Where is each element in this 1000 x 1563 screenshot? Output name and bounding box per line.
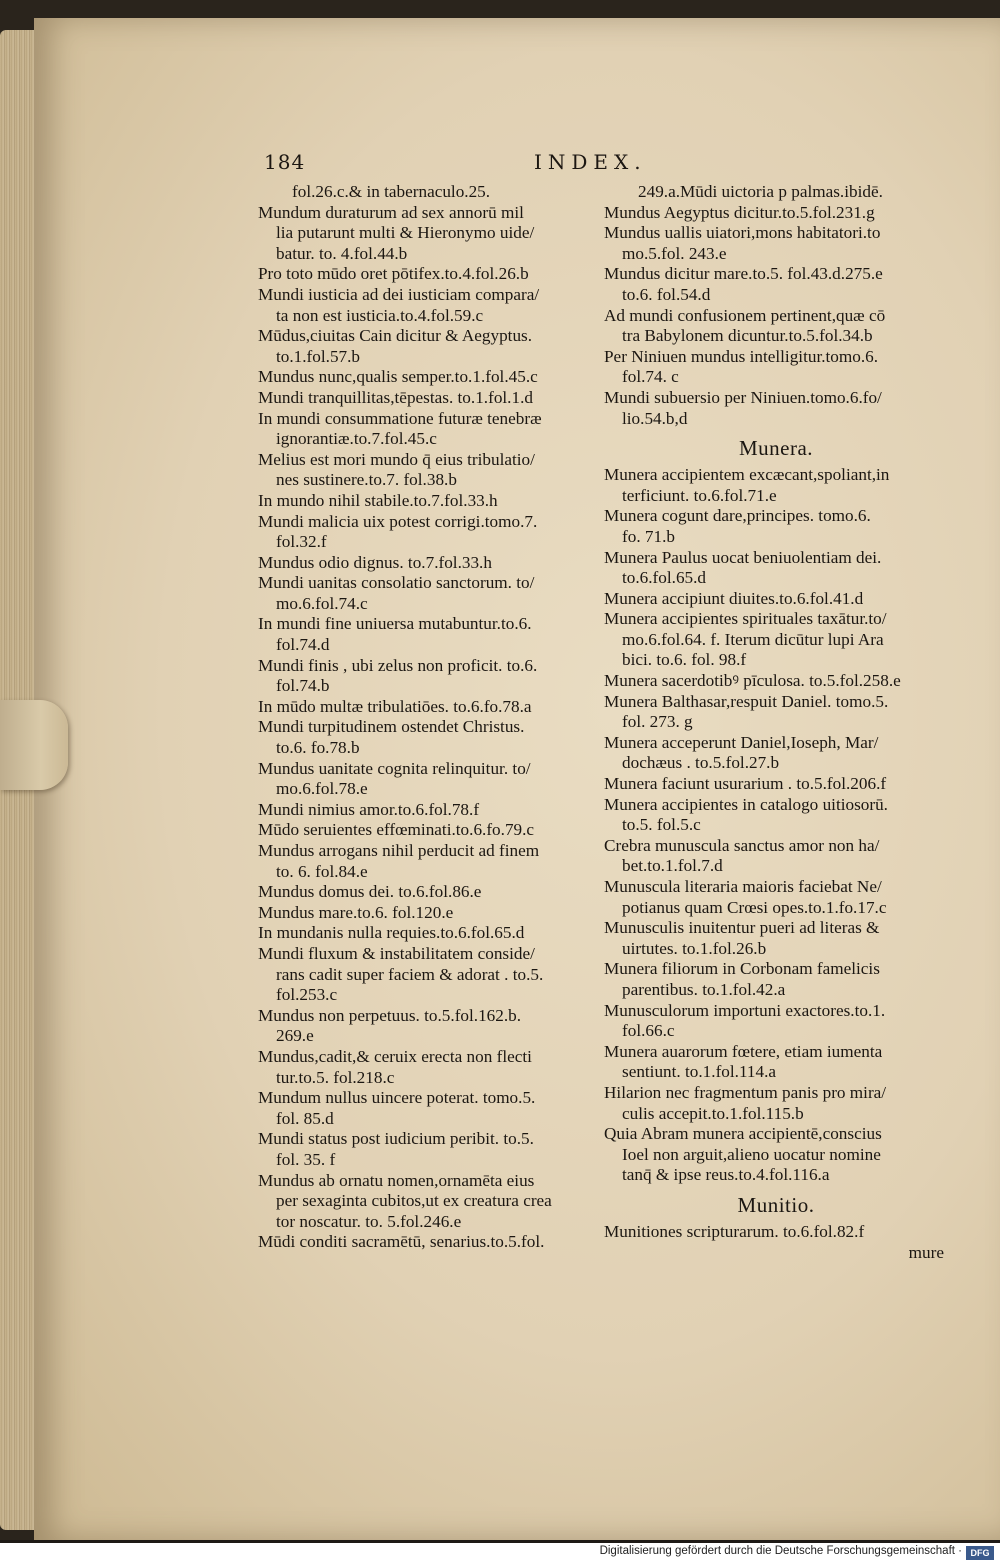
index-entry-continuation: 269.e xyxy=(276,1026,314,1046)
index-entry-line: Munera accipiunt diuites.to.6.fol.41.d xyxy=(604,588,864,608)
index-entry-line: Mūdo seruientes effœminati.to.6.fo.79.c xyxy=(258,820,535,840)
index-entry-line: Mundus nunc,qualis semper.to.1.fol.45.c xyxy=(258,367,538,387)
index-entry-continuation: dochæus . to.5.fol.27.b xyxy=(622,753,780,773)
index-entry-continuation: fol. 35. f xyxy=(276,1149,336,1169)
index-entry-line: Mundi finis , ubi zelus non proficit. to.6. xyxy=(258,655,538,675)
index-entry-line: Mundus domus dei. to.6.fol.86.e xyxy=(258,882,482,902)
index-entry-continuation: to. 6. fol.84.e xyxy=(276,861,368,881)
index-entry-line: Mundus,cadit,& ceruix erecta non flecti xyxy=(258,1046,532,1066)
index-entry-line: Munusculis inuitentur pueri ad literas & xyxy=(604,918,880,938)
index-entry-continuation: to.5. fol.5.c xyxy=(622,815,701,835)
index-entry-line: Mundus Aegyptus dicitur.to.5.fol.231.g xyxy=(604,202,875,222)
index-entry-line: Munusculorum importuni exactores.to.1. xyxy=(604,1000,886,1020)
index-entry-continuation: batur. to. 4.fol.44.b xyxy=(276,243,408,263)
funding-note: Digitalisierung gefördert durch die Deutsche Forschungsgemeinschaft · xyxy=(599,1545,962,1557)
index-entry-line: Mundum duraturum ad sex annorū mil xyxy=(258,202,524,222)
index-entry-line: Munera Balthasar,respuit Daniel. tomo.5. xyxy=(604,691,889,711)
index-entry-line: Quia Abram munera accipientē,conscius xyxy=(604,1124,882,1144)
index-entry-continuation: 249.a.Mūdi uictoria p palmas.ibidē. xyxy=(638,182,883,201)
index-entry-continuation: ignorantiæ.to.7.fol.45.c xyxy=(276,429,437,449)
index-entry-line: Mundi malicia uix potest corrigi.tomo.7. xyxy=(258,511,538,531)
index-entry-continuation: mo.6.fol.78.e xyxy=(276,779,368,799)
index-entry-continuation: tur.to.5. fol.218.c xyxy=(276,1067,395,1087)
index-entry-continuation: sentiunt. to.1.fol.114.a xyxy=(622,1062,777,1082)
index-entry-line: Munera Paulus uocat beniuolentiam dei. xyxy=(604,547,882,567)
index-entry-line: In mundi consummatione futuræ tenebræ xyxy=(258,408,542,428)
index-entry-line: Mundus non perpetuus. to.5.fol.162.b. xyxy=(258,1005,522,1025)
index-entry-continuation: fol.74.d xyxy=(276,635,330,655)
index-entry-line: Munitiones scripturarum. to.6.fol.82.f xyxy=(604,1221,865,1241)
index-entry-line: Mundi uanitas consolatio sanctorum. to/ xyxy=(258,573,535,593)
index-entry-continuation: ta non est iusticia.to.4.fol.59.c xyxy=(276,305,484,325)
index-entry-line: Mundus dicitur mare.to.5. fol.43.d.275.e xyxy=(604,264,883,284)
index-entry-line: Munera acceperunt Daniel,Ioseph, Mar/ xyxy=(604,732,879,752)
index-entry-line: Mūdus,ciuitas Cain dicitur & Aegyptus. xyxy=(258,326,533,346)
bookmark-tab xyxy=(0,700,68,790)
dfg-logo: DFG xyxy=(966,1546,994,1560)
index-entry-line: Pro toto mūdo oret pōtifex.to.4.fol.26.b xyxy=(258,264,529,284)
index-entry-continuation: fol.26.c.& in tabernaculo.25. xyxy=(292,182,491,201)
index-entry-continuation: to.6. fo.78.b xyxy=(276,738,360,758)
index-entry-continuation: lia putarunt multi & Hieronymo uide/ xyxy=(276,223,535,243)
index-entry-line: Hilarion nec fragmentum panis pro mira/ xyxy=(604,1082,887,1102)
index-entry-line: Melius est mori mundo q̄ eius tribulatio/ xyxy=(258,449,535,469)
index-entry-line: In mundo nihil stabile.to.7.fol.33.h xyxy=(258,490,498,510)
index-entry-line: Mundus odio dignus. to.7.fol.33.h xyxy=(258,552,492,572)
running-title: INDEX. xyxy=(534,150,647,174)
index-entry-continuation: uirtutes. to.1.fol.26.b xyxy=(622,938,767,958)
index-entry-continuation: culis accepit.to.1.fol.115.b xyxy=(622,1103,804,1123)
index-entry-line: Munera filiorum in Corbonam famelicis xyxy=(604,959,880,979)
index-entry-line: Mundi subuersio per Niniuen.tomo.6.fo/ xyxy=(604,387,882,407)
index-entry-continuation: terficiunt. to.6.fol.71.e xyxy=(622,485,777,505)
index-entry-continuation: fol. 85.d xyxy=(276,1108,334,1128)
index-entry-continuation: lio.54.b,d xyxy=(622,408,688,428)
index-entry-continuation: fol.32.f xyxy=(276,532,327,552)
index-entry-line: Mundi status post iudicium peribit. to.5. xyxy=(258,1129,534,1149)
index-entry-line: Mundus mare.to.6. fol.120.e xyxy=(258,902,454,922)
index-entry-line: Mundum nullus uincere poterat. tomo.5. xyxy=(258,1088,536,1108)
index-entry-line: Munera accipientes in catalogo uitiosorū. xyxy=(604,794,888,814)
index-entry-line: Mundus arrogans nihil perducit ad finem xyxy=(258,841,540,860)
left-column xyxy=(258,182,598,1253)
index-entry-line: Mundi fluxum & instabilitatem conside/ xyxy=(258,943,535,963)
index-entry-continuation: fol.253.c xyxy=(276,985,338,1005)
index-entry-continuation: fol.74. c xyxy=(622,367,679,387)
index-entry-line: Mundus uallis uiatori,mons habitatori.to xyxy=(604,223,881,243)
index-entry-continuation: fo. 71.b xyxy=(622,526,675,546)
index-entry-continuation: bici. to.6. fol. 98.f xyxy=(622,650,747,670)
index-entry-line: Mundi turpitudinem ostendet Christus. xyxy=(258,717,525,737)
index-entry-line: Ad mundi confusionem pertinent,quæ cō xyxy=(604,305,886,325)
index-entry-continuation: per sexaginta cubitos,ut ex creatura crea xyxy=(276,1191,552,1211)
index-entry-continuation: rans cadit super faciem & adorat . to.5. xyxy=(276,964,544,984)
index-entry-line: In mundi fine uniuersa mutabuntur.to.6. xyxy=(258,614,532,634)
index-entry-line: Munera auarorum fœtere, etiam iumenta xyxy=(604,1041,883,1061)
index-entry-continuation: parentibus. to.1.fol.42.a xyxy=(622,979,786,999)
index-entry-line: Munera faciunt usurarium . to.5.fol.206.f xyxy=(604,774,887,794)
page-header xyxy=(264,150,784,178)
index-entry-continuation: mo.6.fol.64. f. Iterum dicūtur lupi Ara xyxy=(622,629,884,649)
index-entry-continuation: Ioel non arguit,alieno uocatur nomine xyxy=(622,1144,881,1164)
index-entry-continuation: to.6.fol.65.d xyxy=(622,568,707,588)
section-heading: Munitio. xyxy=(737,1192,815,1217)
index-entry-line: Mundi iusticia ad dei iusticiam compara/ xyxy=(258,284,540,304)
index-entry-continuation: mo.6.fol.74.c xyxy=(276,593,368,613)
index-entry-continuation: tor noscatur. to. 5.fol.246.e xyxy=(276,1211,462,1231)
index-entry-line: Per Niniuen mundus intelligitur.tomo.6. xyxy=(604,346,879,366)
index-entry-line: Munera sacerdotibꝰ pīculosa. to.5.fol.258.e xyxy=(604,671,901,691)
index-entry-continuation: fol. 273. g xyxy=(622,712,693,732)
index-entry-continuation: tra Babylonem dicuntur.to.5.fol.34.b xyxy=(622,326,873,346)
index-entry-line: Mundi tranquillitas,tēpestas. to.1.fol.1.d xyxy=(258,387,533,407)
index-entry-line: Mūdi conditi sacramētū, senarius.to.5.fol. xyxy=(258,1232,545,1252)
index-entry-continuation: tanq̄ & ipse reus.to.4.fol.116.a xyxy=(622,1165,830,1185)
index-entry-line: Munuscula literaria maioris faciebat Ne/ xyxy=(604,877,882,896)
index-entry-line: Munera cogunt dare,principes. tomo.6. xyxy=(604,506,871,526)
footer-bar xyxy=(0,1543,1000,1563)
index-entry-continuation: to.1.fol.57.b xyxy=(276,346,361,366)
index-entry-continuation: to.6. fol.54.d xyxy=(622,284,711,304)
index-entry-line: In mūdo multæ tribulatiōes. to.6.fo.78.a xyxy=(258,696,532,716)
index-entry-line: Mundus uanitate cognita relinquitur. to/ xyxy=(258,758,531,778)
section-heading: Munera. xyxy=(738,436,814,461)
index-entry-line: Munera accipientes spirituales taxātur.to/ xyxy=(604,609,887,629)
index-entry-continuation: fol.74.b xyxy=(276,676,330,696)
index-entry-continuation: potianus quam Crœsi opes.to.1.fo.17.c xyxy=(622,897,887,917)
right-column xyxy=(604,182,948,1263)
index-entry-continuation: mo.5.fol. 243.e xyxy=(622,243,727,263)
catchword: mure xyxy=(908,1242,944,1262)
page-number: 184 xyxy=(264,150,306,174)
index-entry-line: Crebra munuscula sanctus amor non ha/ xyxy=(604,835,880,855)
index-entry-continuation: fol.66.c xyxy=(622,1021,675,1041)
index-entry-line: In mundanis nulla requies.to.6.fol.65.d xyxy=(258,923,525,943)
index-entry-line: Munera accipientem excæcant,spoliant,in xyxy=(604,465,890,485)
index-entry-line: Mundi nimius amor.to.6.fol.78.f xyxy=(258,799,480,819)
index-entry-continuation: nes sustinere.to.7. fol.38.b xyxy=(276,470,457,490)
index-entry-continuation: bet.to.1.fol.7.d xyxy=(622,856,723,876)
index-entry-line: Mundus ab ornatu nomen,ornamēta eius xyxy=(258,1170,535,1190)
